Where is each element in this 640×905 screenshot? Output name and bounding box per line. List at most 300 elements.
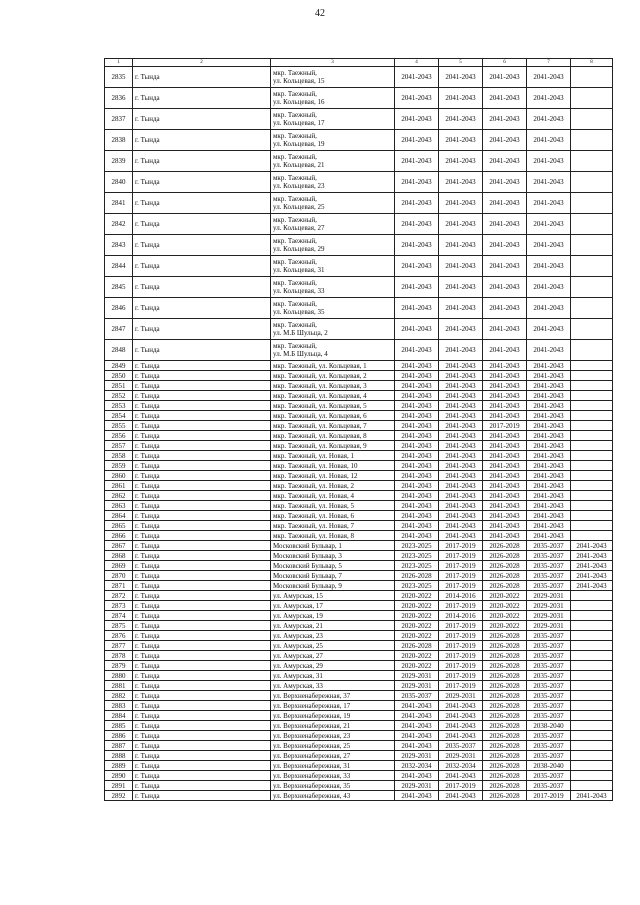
period-cell: 2041-2043 [483, 441, 527, 451]
table-row [105, 491, 613, 501]
period-cell: 2035-2037 [527, 641, 571, 651]
period-cell: 2041-2043 [439, 381, 483, 391]
address-line: ул. Амурская, 25 [273, 641, 323, 650]
period-cell: 2041-2043 [527, 381, 571, 391]
row-number-cell: 2886 [105, 731, 133, 741]
city-cell: г. Тында [133, 671, 271, 681]
period-cell [571, 611, 613, 621]
city-cell: г. Тында [133, 151, 271, 172]
page-number: 42 [315, 8, 325, 19]
city-cell: г. Тында [133, 431, 271, 441]
period-cell: 2041-2043 [571, 571, 613, 581]
table-row [105, 731, 613, 741]
city-cell: г. Тында [133, 611, 271, 621]
period-cell [571, 391, 613, 401]
table-row [105, 601, 613, 611]
period-cell [571, 421, 613, 431]
period-cell: 2041-2043 [483, 531, 527, 541]
period-cell: 2017-2019 [483, 421, 527, 431]
address-line: мкр. Таежный, ул. Новая, 4 [273, 491, 354, 500]
city-cell: г. Тында [133, 67, 271, 88]
period-cell: 2026-2028 [483, 681, 527, 691]
period-cell: 2041-2043 [527, 109, 571, 130]
city-cell: г. Тында [133, 411, 271, 421]
table-row [105, 721, 613, 731]
table-row [105, 671, 613, 681]
period-cell: 2041-2043 [439, 451, 483, 461]
period-cell [571, 109, 613, 130]
period-cell: 2026-2028 [483, 791, 527, 801]
period-cell: 2041-2043 [527, 277, 571, 298]
period-cell: 2026-2028 [483, 551, 527, 561]
column-header: 4 [395, 59, 439, 67]
address-line: ул. М.Б Шульца, 2 [273, 329, 328, 337]
period-cell: 2041-2043 [571, 791, 613, 801]
row-number-cell: 2836 [105, 88, 133, 109]
city-cell: г. Тында [133, 214, 271, 235]
period-cell: 2020-2022 [395, 631, 439, 641]
period-cell: 2041-2043 [527, 501, 571, 511]
table-body [105, 59, 613, 801]
period-cell: 2041-2043 [395, 741, 439, 751]
period-cell: 2041-2043 [571, 551, 613, 561]
row-number-cell: 2889 [105, 761, 133, 771]
period-cell: 2035-2037 [527, 741, 571, 751]
period-cell: 2020-2022 [483, 621, 527, 631]
period-cell: 2041-2043 [483, 109, 527, 130]
address-line: мкр. Таежный, [273, 174, 317, 182]
city-cell: г. Тында [133, 541, 271, 551]
period-cell: 2041-2043 [527, 340, 571, 361]
period-cell: 2041-2043 [439, 501, 483, 511]
address-cell [271, 319, 395, 340]
period-cell: 2041-2043 [439, 721, 483, 731]
period-cell: 2026-2028 [483, 631, 527, 641]
address-line: мкр. Таежный, [273, 90, 317, 98]
period-cell: 2041-2043 [527, 531, 571, 541]
table-row [105, 151, 613, 172]
period-cell: 2035-2037 [527, 561, 571, 571]
period-cell [571, 235, 613, 256]
period-cell: 2041-2043 [527, 214, 571, 235]
period-cell: 2041-2043 [439, 67, 483, 88]
period-cell: 2041-2043 [483, 172, 527, 193]
row-number-cell: 2846 [105, 298, 133, 319]
address-line: ул. Верхненабережная, 17 [273, 701, 351, 710]
address-line: ул. М.Б Шульца, 4 [273, 350, 328, 358]
period-cell: 2041-2043 [527, 521, 571, 531]
row-number-cell: 2860 [105, 471, 133, 481]
period-cell: 2041-2043 [527, 172, 571, 193]
period-cell: 2023-2025 [395, 581, 439, 591]
period-cell [571, 501, 613, 511]
period-cell [571, 671, 613, 681]
address-line: мкр. Таежный, [273, 300, 317, 308]
address-line: мкр. Таежный, ул. Кольцевая, 2 [273, 371, 367, 380]
row-number-cell: 2880 [105, 671, 133, 681]
table-row [105, 711, 613, 721]
city-cell: г. Тында [133, 501, 271, 511]
period-cell: 2041-2043 [439, 235, 483, 256]
period-cell: 2041-2043 [483, 256, 527, 277]
table-row [105, 277, 613, 298]
row-number-cell: 2887 [105, 741, 133, 751]
period-cell: 2026-2028 [483, 761, 527, 771]
period-cell: 2041-2043 [527, 88, 571, 109]
period-cell: 2017-2019 [527, 791, 571, 801]
period-cell: 2041-2043 [395, 711, 439, 721]
row-number-cell: 2871 [105, 581, 133, 591]
period-cell: 2029-2031 [395, 671, 439, 681]
period-cell: 2029-2031 [395, 751, 439, 761]
address-cell [271, 491, 395, 501]
address-line: Московский Бульвар, 1 [273, 541, 342, 550]
period-cell: 2041-2043 [395, 461, 439, 471]
period-cell: 2041-2043 [395, 451, 439, 461]
period-cell: 2041-2043 [483, 501, 527, 511]
city-cell: г. Тында [133, 631, 271, 641]
table-row [105, 130, 613, 151]
address-cell [271, 461, 395, 471]
address-line: мкр. Таежный, ул. Кольцевая, 8 [273, 431, 367, 440]
table-row [105, 571, 613, 581]
table-row [105, 401, 613, 411]
period-cell: 2041-2043 [395, 109, 439, 130]
row-number-cell: 2854 [105, 411, 133, 421]
address-cell [271, 371, 395, 381]
address-line: мкр. Таежный, [273, 342, 317, 350]
period-cell: 2026-2028 [483, 571, 527, 581]
period-cell [571, 340, 613, 361]
table-row [105, 441, 613, 451]
address-line: ул. Амурская, 15 [273, 591, 323, 600]
period-cell: 2041-2043 [527, 391, 571, 401]
table-row [105, 541, 613, 551]
address-line: ул. Амурская, 23 [273, 631, 323, 640]
address-cell [271, 501, 395, 511]
address-cell [271, 340, 395, 361]
address-line: ул. Кольцевая, 16 [273, 98, 325, 106]
address-line: ул. Верхненабережная, 35 [273, 781, 351, 790]
address-line: ул. Верхненабережная, 21 [273, 721, 351, 730]
table-row [105, 431, 613, 441]
city-cell: г. Тында [133, 471, 271, 481]
address-cell [271, 711, 395, 721]
row-number-cell: 2864 [105, 511, 133, 521]
period-cell: 2026-2028 [395, 571, 439, 581]
address-line: ул. Верхненабережная, 43 [273, 791, 351, 800]
address-line: ул. Амурская, 33 [273, 681, 323, 690]
table-row [105, 67, 613, 88]
period-cell: 2041-2043 [483, 88, 527, 109]
period-cell [571, 661, 613, 671]
period-cell: 2035-2037 [527, 651, 571, 661]
period-cell: 2041-2043 [483, 511, 527, 521]
period-cell: 2041-2043 [439, 319, 483, 340]
period-cell: 2041-2043 [439, 361, 483, 371]
address-line: мкр. Таежный, ул. Новая, 8 [273, 531, 354, 540]
row-number-cell: 2868 [105, 551, 133, 561]
address-cell [271, 361, 395, 371]
period-cell [571, 641, 613, 651]
address-cell [271, 591, 395, 601]
row-number-cell: 2888 [105, 751, 133, 761]
table-row [105, 172, 613, 193]
period-cell: 2041-2043 [527, 461, 571, 471]
period-cell: 2041-2043 [395, 235, 439, 256]
address-line: мкр. Таежный, ул. Новая, 5 [273, 501, 354, 510]
city-cell: г. Тында [133, 561, 271, 571]
table-row [105, 501, 613, 511]
address-cell [271, 193, 395, 214]
period-cell: 2041-2043 [439, 711, 483, 721]
city-cell: г. Тында [133, 319, 271, 340]
row-number-cell: 2857 [105, 441, 133, 451]
period-cell: 2026-2028 [395, 641, 439, 651]
period-cell: 2035-2037 [527, 701, 571, 711]
period-cell: 2041-2043 [439, 511, 483, 521]
period-cell: 2029-2031 [527, 611, 571, 621]
period-cell: 2041-2043 [439, 193, 483, 214]
period-cell: 2041-2043 [395, 381, 439, 391]
period-cell: 2041-2043 [439, 256, 483, 277]
row-number-cell: 2851 [105, 381, 133, 391]
period-cell: 2041-2043 [395, 411, 439, 421]
period-cell [571, 631, 613, 641]
address-line: ул. Верхненабережная, 31 [273, 761, 351, 770]
row-number-cell: 2865 [105, 521, 133, 531]
period-cell: 2041-2043 [527, 67, 571, 88]
row-number-cell: 2853 [105, 401, 133, 411]
period-cell: 2026-2028 [483, 691, 527, 701]
period-cell: 2041-2043 [395, 130, 439, 151]
period-cell: 2041-2043 [439, 491, 483, 501]
address-line: Московский Бульвар, 3 [273, 551, 342, 560]
period-cell: 2017-2019 [439, 671, 483, 681]
row-number-cell: 2855 [105, 421, 133, 431]
row-number-cell: 2870 [105, 571, 133, 581]
table-row [105, 751, 613, 761]
period-cell: 2029-2031 [527, 601, 571, 611]
table-row [105, 381, 613, 391]
period-cell: 2041-2043 [395, 441, 439, 451]
city-cell: г. Тында [133, 551, 271, 561]
period-cell: 2020-2022 [395, 591, 439, 601]
period-cell: 2041-2043 [439, 441, 483, 451]
period-cell [571, 451, 613, 461]
period-cell: 2026-2028 [483, 641, 527, 651]
period-cell: 2035-2037 [527, 781, 571, 791]
table-row [105, 741, 613, 751]
table-row [105, 651, 613, 661]
period-cell: 2029-2031 [527, 621, 571, 631]
address-cell [271, 411, 395, 421]
period-cell [571, 511, 613, 521]
period-cell: 2041-2043 [439, 421, 483, 431]
period-cell: 2041-2043 [483, 235, 527, 256]
column-header: 3 [271, 59, 395, 67]
city-cell: г. Тында [133, 621, 271, 631]
table-row [105, 411, 613, 421]
period-cell: 2017-2019 [439, 681, 483, 691]
period-cell: 2041-2043 [395, 771, 439, 781]
city-cell: г. Тында [133, 451, 271, 461]
table-row [105, 193, 613, 214]
address-line: мкр. Таежный, [273, 153, 317, 161]
period-cell: 2041-2043 [483, 277, 527, 298]
row-number-cell: 2858 [105, 451, 133, 461]
city-cell: г. Тында [133, 571, 271, 581]
row-number-cell: 2863 [105, 501, 133, 511]
table-row [105, 581, 613, 591]
period-cell: 2041-2043 [527, 491, 571, 501]
period-cell: 2035-2037 [527, 581, 571, 591]
address-line: мкр. Таежный, ул. Кольцевая, 5 [273, 401, 367, 410]
table-row [105, 791, 613, 801]
period-cell: 2035-2037 [527, 551, 571, 561]
table-row [105, 611, 613, 621]
row-number-cell: 2848 [105, 340, 133, 361]
row-number-cell: 2879 [105, 661, 133, 671]
address-cell [271, 791, 395, 801]
period-cell [571, 214, 613, 235]
row-number-cell: 2866 [105, 531, 133, 541]
period-cell: 2035-2037 [395, 691, 439, 701]
address-cell [271, 511, 395, 521]
table-row [105, 451, 613, 461]
table-row [105, 256, 613, 277]
period-cell: 2041-2043 [439, 701, 483, 711]
address-cell [271, 571, 395, 581]
period-cell [571, 701, 613, 711]
address-cell [271, 235, 395, 256]
address-line: мкр. Таежный, ул. Кольцевая, 4 [273, 391, 367, 400]
address-cell [271, 172, 395, 193]
address-cell [271, 88, 395, 109]
period-cell [571, 298, 613, 319]
address-line: ул. Верхненабережная, 25 [273, 741, 351, 750]
address-line: мкр. Таежный, [273, 111, 317, 119]
period-cell: 2035-2037 [527, 671, 571, 681]
address-line: мкр. Таежный, ул. Новая, 6 [273, 511, 354, 520]
housing-register-table [104, 58, 613, 801]
address-cell [271, 691, 395, 701]
row-number-cell: 2844 [105, 256, 133, 277]
row-number-cell: 2847 [105, 319, 133, 340]
city-cell: г. Тында [133, 401, 271, 411]
row-number-cell: 2877 [105, 641, 133, 651]
address-cell [271, 67, 395, 88]
table-row [105, 461, 613, 471]
period-cell: 2029-2031 [395, 781, 439, 791]
address-line: Московский Бульвар, 5 [273, 561, 342, 570]
period-cell: 2041-2043 [439, 109, 483, 130]
address-line: ул. Амурская, 31 [273, 671, 323, 680]
period-cell: 2041-2043 [483, 319, 527, 340]
period-cell: 2041-2043 [395, 67, 439, 88]
row-number-cell: 2869 [105, 561, 133, 571]
address-cell [271, 631, 395, 641]
period-cell [571, 319, 613, 340]
address-cell [271, 214, 395, 235]
period-cell [571, 67, 613, 88]
city-cell: г. Тында [133, 781, 271, 791]
period-cell: 2041-2043 [483, 381, 527, 391]
address-cell [271, 701, 395, 711]
period-cell: 2026-2028 [483, 711, 527, 721]
city-cell: г. Тында [133, 681, 271, 691]
address-line: ул. Верхненабережная, 19 [273, 711, 351, 720]
column-header: 6 [483, 59, 527, 67]
city-cell: г. Тында [133, 481, 271, 491]
address-line: ул. Амурская, 21 [273, 621, 323, 630]
period-cell: 2020-2022 [395, 611, 439, 621]
city-cell: г. Тында [133, 391, 271, 401]
city-cell: г. Тында [133, 421, 271, 431]
address-line: ул. Верхненабережная, 33 [273, 771, 351, 780]
period-cell: 2041-2043 [395, 371, 439, 381]
period-cell [571, 601, 613, 611]
period-cell: 2041-2043 [439, 521, 483, 531]
period-cell: 2035-2037 [527, 771, 571, 781]
period-cell [571, 521, 613, 531]
period-cell: 2041-2043 [483, 431, 527, 441]
period-cell: 2041-2043 [527, 256, 571, 277]
period-cell: 2041-2043 [527, 421, 571, 431]
period-cell: 2038-2040 [527, 721, 571, 731]
address-line: Московский Бульвар, 7 [273, 571, 342, 580]
period-cell: 2041-2043 [395, 391, 439, 401]
address-cell [271, 721, 395, 731]
period-cell: 2017-2019 [439, 621, 483, 631]
table-row [105, 761, 613, 771]
table-row [105, 319, 613, 340]
row-number-cell: 2892 [105, 791, 133, 801]
table-row [105, 214, 613, 235]
period-cell: 2041-2043 [395, 298, 439, 319]
period-cell: 2041-2043 [395, 791, 439, 801]
period-cell: 2041-2043 [527, 471, 571, 481]
row-number-cell: 2838 [105, 130, 133, 151]
table-row [105, 421, 613, 431]
period-cell: 2041-2043 [527, 361, 571, 371]
city-cell: г. Тында [133, 731, 271, 741]
address-line: ул. Кольцевая, 29 [273, 245, 325, 253]
table-row [105, 521, 613, 531]
row-number-cell: 2861 [105, 481, 133, 491]
city-cell: г. Тында [133, 771, 271, 781]
table-row [105, 109, 613, 130]
period-cell: 2020-2022 [483, 601, 527, 611]
period-cell: 2041-2043 [483, 491, 527, 501]
period-cell [571, 731, 613, 741]
address-cell [271, 441, 395, 451]
address-cell [271, 601, 395, 611]
period-cell: 2041-2043 [395, 731, 439, 741]
address-line: мкр. Таежный, [273, 279, 317, 287]
city-cell: г. Тында [133, 441, 271, 451]
period-cell: 2041-2043 [571, 581, 613, 591]
period-cell: 2041-2043 [527, 319, 571, 340]
city-cell: г. Тында [133, 235, 271, 256]
column-number-row [105, 59, 613, 67]
period-cell: 2026-2028 [483, 721, 527, 731]
period-cell: 2020-2022 [395, 651, 439, 661]
period-cell: 2017-2019 [439, 561, 483, 571]
period-cell: 2041-2043 [395, 491, 439, 501]
period-cell: 2041-2043 [395, 481, 439, 491]
period-cell: 2035-2037 [527, 691, 571, 701]
